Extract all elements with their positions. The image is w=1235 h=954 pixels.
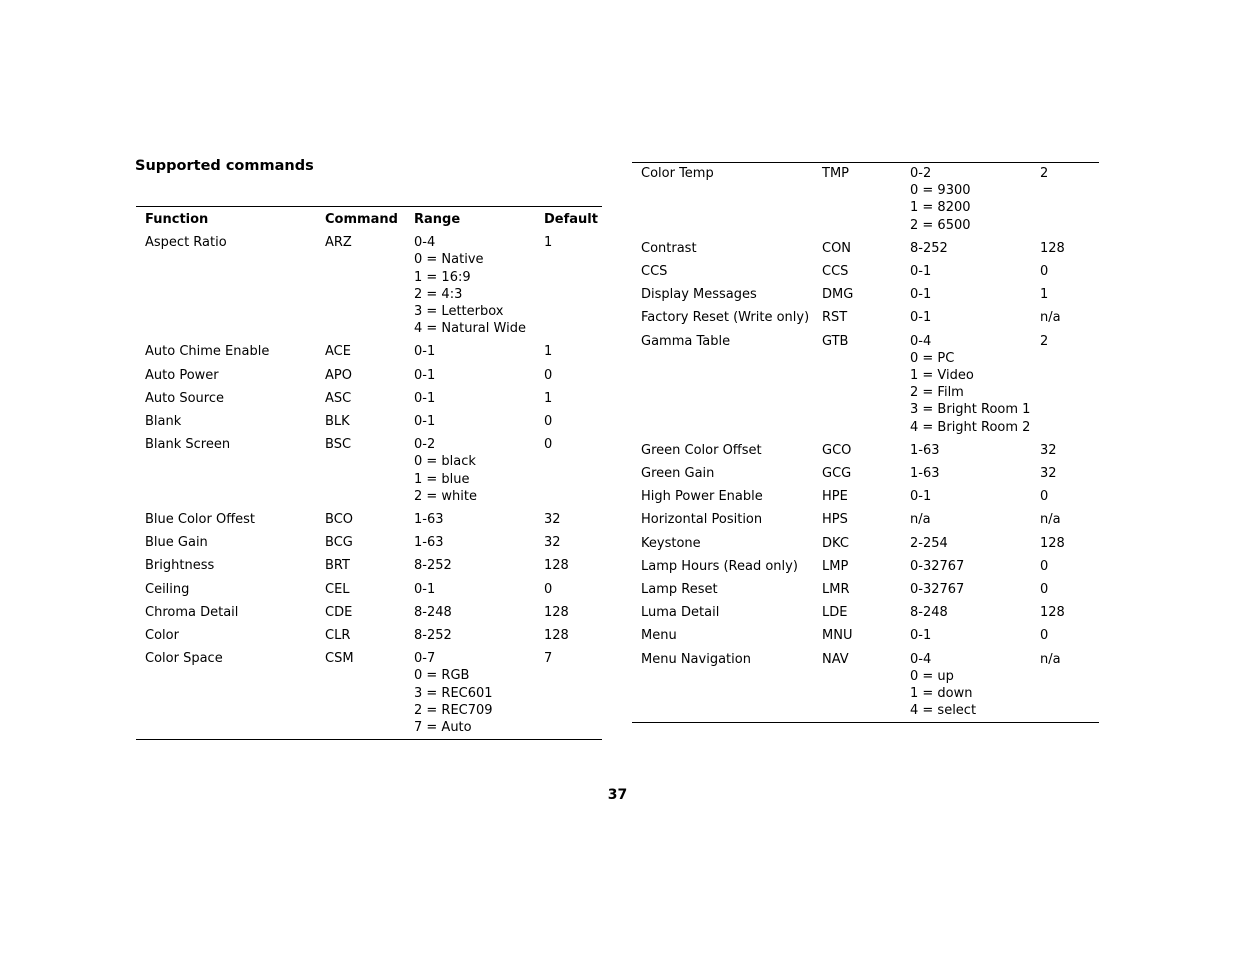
commands-table-left: [136, 206, 602, 740]
range-line: 0-2: [910, 166, 932, 181]
range-line: 0-1: [910, 628, 932, 644]
cell-function: Luma Detail: [641, 605, 720, 621]
cell-function: Auto Chime Enable: [145, 344, 270, 360]
range-line: 0 = up: [910, 668, 954, 684]
cell-function: Menu: [641, 628, 677, 644]
cell-default: 7: [544, 651, 553, 667]
cell-function: Contrast: [641, 240, 697, 256]
cell-function: Blue Color Offest: [145, 512, 256, 528]
cell-command: LDE: [822, 605, 848, 621]
range-line: 0-4: [414, 235, 436, 251]
range-line: 8-252: [910, 240, 948, 256]
range-line: 1-63: [910, 466, 940, 482]
table-row: [632, 330, 1099, 439]
table-row: [136, 231, 602, 340]
table-row: [136, 647, 602, 740]
cell-command: BLK: [325, 414, 350, 430]
cell-default: 128: [1040, 240, 1065, 256]
cell-range: [901, 578, 1031, 601]
cell-function: Brightness: [145, 558, 215, 574]
range-line: 1 = 16:9: [414, 269, 471, 285]
cell-command: BSC: [325, 437, 352, 453]
table-row: [632, 306, 1099, 329]
cell-default: 128: [544, 604, 569, 620]
range-line: 8-248: [910, 605, 948, 621]
range-line: 0-1: [910, 489, 932, 505]
cell-range: [405, 578, 535, 601]
range-line: 1-63: [414, 512, 444, 528]
table-row: [136, 364, 602, 387]
cell-function: Color Space: [145, 651, 223, 667]
range-line: 0-7: [414, 651, 436, 667]
cell-command: DKC: [822, 535, 849, 551]
cell-range: [405, 624, 535, 647]
cell-range: [901, 462, 1031, 485]
cell-function: Gamma Table: [641, 333, 731, 349]
cell-range: [901, 648, 1031, 723]
cell-function: Chroma Detail: [145, 604, 239, 620]
cell-command: GTB: [822, 333, 849, 349]
cell-command: TMP: [822, 166, 849, 181]
range-line: 0-1: [910, 287, 932, 303]
cell-command: DMG: [822, 287, 854, 303]
cell-default: 0: [544, 437, 553, 453]
cell-range: [405, 340, 535, 363]
cell-command: BRT: [325, 558, 350, 574]
cell-command: HPE: [822, 489, 848, 505]
cell-range: [901, 237, 1031, 260]
range-line: 0-1: [414, 344, 436, 360]
cell-command: CDE: [325, 604, 353, 620]
cell-command: ARZ: [325, 235, 352, 251]
cell-default: 0: [1040, 489, 1049, 505]
cell-function: Green Color Offset: [641, 442, 762, 458]
cell-range: [405, 647, 535, 740]
range-line: 3 = Letterbox: [414, 304, 504, 320]
range-line: n/a: [910, 512, 931, 528]
cell-range: [901, 555, 1031, 578]
range-line: 0-4: [910, 651, 932, 667]
range-line: 0-1: [910, 310, 932, 326]
table-row: [136, 340, 602, 363]
cell-default: 2: [1040, 166, 1049, 181]
range-line: 0 = RGB: [414, 668, 470, 684]
range-line: 0-4: [910, 333, 932, 349]
cell-function: Horizontal Position: [641, 512, 763, 528]
table-row: [136, 508, 602, 531]
cell-range: [405, 364, 535, 387]
table-row: [632, 532, 1099, 555]
cell-command: HPS: [822, 512, 848, 528]
cell-default: 128: [1040, 605, 1065, 621]
header-command: Command: [325, 212, 398, 227]
cell-command: RST: [822, 310, 848, 326]
cell-command: LMR: [822, 582, 850, 598]
cell-function: Display Messages: [641, 287, 757, 303]
cell-function: Menu Navigation: [641, 651, 751, 667]
range-line: 3 = Bright Room 1: [910, 402, 1031, 418]
cell-default: 128: [544, 558, 569, 574]
cell-range: [901, 260, 1031, 283]
header-default: Default: [544, 212, 598, 227]
cell-command: NAV: [822, 651, 849, 667]
cell-function: Color Temp: [641, 166, 714, 181]
cell-default: 0: [544, 414, 553, 430]
cell-command: MNU: [822, 628, 853, 644]
cell-default: 1: [544, 235, 553, 251]
range-line: 2 = 6500: [910, 217, 971, 233]
cell-default: 0: [1040, 582, 1049, 598]
range-line: 0 = PC: [910, 350, 955, 366]
cell-default: n/a: [1040, 512, 1061, 528]
cell-range: [405, 433, 535, 508]
cell-default: 0: [1040, 264, 1049, 280]
cell-default: 128: [1040, 535, 1065, 551]
cell-function: Lamp Hours (Read only): [641, 558, 798, 574]
cell-range: [901, 508, 1031, 531]
range-line: 2-254: [910, 535, 948, 551]
cell-range: [901, 330, 1031, 439]
range-line: 1-63: [414, 535, 444, 551]
cell-function: Color: [145, 628, 179, 644]
cell-range: [901, 624, 1031, 647]
range-line: 0-1: [910, 264, 932, 280]
table-row: [136, 433, 602, 508]
table-row: [632, 260, 1099, 283]
cell-command: CSM: [325, 651, 354, 667]
table-row: [632, 163, 1099, 237]
table-row: [632, 601, 1099, 624]
cell-default: 128: [544, 628, 569, 644]
range-line: 4 = Bright Room 2: [910, 419, 1031, 435]
table-row: [136, 531, 602, 554]
range-line: 0 = Native: [414, 252, 484, 268]
cell-range: [901, 439, 1031, 462]
cell-command: GCO: [822, 442, 852, 458]
range-line: 8-252: [414, 628, 452, 644]
cell-range: [405, 601, 535, 624]
cell-default: 32: [544, 512, 561, 528]
table-header-row: [136, 207, 602, 232]
range-line: 0-1: [414, 367, 436, 383]
cell-default: 1: [544, 344, 553, 360]
cell-function: Blue Gain: [145, 535, 208, 551]
cell-function: Auto Power: [145, 367, 219, 383]
cell-function: Keystone: [641, 535, 701, 551]
cell-default: 1: [544, 390, 553, 406]
cell-default: 0: [544, 367, 553, 383]
cell-range: [405, 387, 535, 410]
range-line: 1 = blue: [414, 471, 470, 487]
cell-command: CCS: [822, 264, 849, 280]
cell-function: CCS: [641, 264, 668, 280]
cell-range: [901, 532, 1031, 555]
cell-function: Ceiling: [145, 581, 190, 597]
cell-command: ACE: [325, 344, 351, 360]
cell-default: 32: [1040, 466, 1057, 482]
page-number: 37: [607, 787, 628, 803]
cell-default: 32: [544, 535, 561, 551]
range-line: 0 = 9300: [910, 183, 971, 199]
section-title: Supported commands: [135, 158, 314, 174]
cell-function: Blank: [145, 414, 182, 430]
table-row: [632, 237, 1099, 260]
cell-command: CEL: [325, 581, 350, 597]
cell-function: Blank Screen: [145, 437, 231, 453]
cell-function: Aspect Ratio: [145, 235, 227, 251]
table-row: [632, 648, 1099, 723]
cell-function: Auto Source: [145, 390, 224, 406]
range-line: 0 = black: [414, 454, 476, 470]
table-row: [136, 601, 602, 624]
table-row: [136, 387, 602, 410]
cell-default: 0: [544, 581, 553, 597]
range-line: 2 = white: [414, 488, 478, 504]
cell-default: n/a: [1040, 651, 1061, 667]
cell-function: Lamp Reset: [641, 582, 718, 598]
table-row: [632, 555, 1099, 578]
table-row: [136, 578, 602, 601]
range-line: 1-63: [910, 442, 940, 458]
range-line: 1 = 8200: [910, 200, 971, 216]
range-line: 2 = Film: [910, 385, 964, 401]
table-row: [632, 578, 1099, 601]
range-line: 2 = 4:3: [414, 286, 463, 302]
range-line: 2 = REC709: [414, 702, 493, 718]
range-line: 1 = Video: [910, 368, 974, 384]
header-range: Range: [414, 212, 461, 227]
table-row: [632, 462, 1099, 485]
cell-default: 1: [1040, 287, 1049, 303]
cell-range: [405, 508, 535, 531]
cell-command: GCG: [822, 466, 852, 482]
range-line: 0-2: [414, 437, 436, 453]
table-row: [632, 624, 1099, 647]
range-line: 0-32767: [910, 558, 965, 574]
cell-command: LMP: [822, 558, 849, 574]
cell-range: [901, 163, 1031, 237]
table-row: [136, 410, 602, 433]
cell-range: [405, 531, 535, 554]
table-row: [632, 485, 1099, 508]
cell-range: [405, 554, 535, 577]
cell-function: High Power Enable: [641, 489, 763, 505]
table-row: [632, 439, 1099, 462]
table-row: [136, 624, 602, 647]
commands-table-right: [632, 162, 1099, 723]
range-line: 0-1: [414, 390, 436, 406]
range-line: 0-1: [414, 414, 436, 430]
cell-command: BCG: [325, 535, 353, 551]
range-line: 4 = Natural Wide: [414, 321, 526, 337]
range-line: 8-248: [414, 604, 452, 620]
cell-range: [405, 231, 535, 340]
cell-range: [901, 306, 1031, 329]
range-line: 8-252: [414, 558, 452, 574]
cell-default: 2: [1040, 333, 1049, 349]
cell-default: n/a: [1040, 310, 1061, 326]
cell-range: [901, 485, 1031, 508]
range-line: 0-1: [414, 581, 436, 597]
table-row: [136, 554, 602, 577]
cell-command: CON: [822, 240, 852, 256]
cell-default: 0: [1040, 558, 1049, 574]
cell-command: ASC: [325, 390, 352, 406]
range-line: 1 = down: [910, 686, 973, 702]
range-line: 4 = select: [910, 703, 977, 719]
cell-command: BCO: [325, 512, 353, 528]
cell-command: CLR: [325, 628, 351, 644]
cell-function: Factory Reset (Write only): [641, 310, 810, 326]
cell-range: [405, 410, 535, 433]
cell-range: [901, 601, 1031, 624]
header-function: Function: [145, 212, 209, 227]
cell-function: Green Gain: [641, 466, 715, 482]
table-row: [632, 283, 1099, 306]
range-line: 7 = Auto: [414, 720, 472, 736]
cell-default: 32: [1040, 442, 1057, 458]
cell-command: APO: [325, 367, 352, 383]
range-line: 0-32767: [910, 582, 965, 598]
table-row: [632, 508, 1099, 531]
range-line: 3 = REC601: [414, 685, 493, 701]
cell-default: 0: [1040, 628, 1049, 644]
cell-range: [901, 283, 1031, 306]
